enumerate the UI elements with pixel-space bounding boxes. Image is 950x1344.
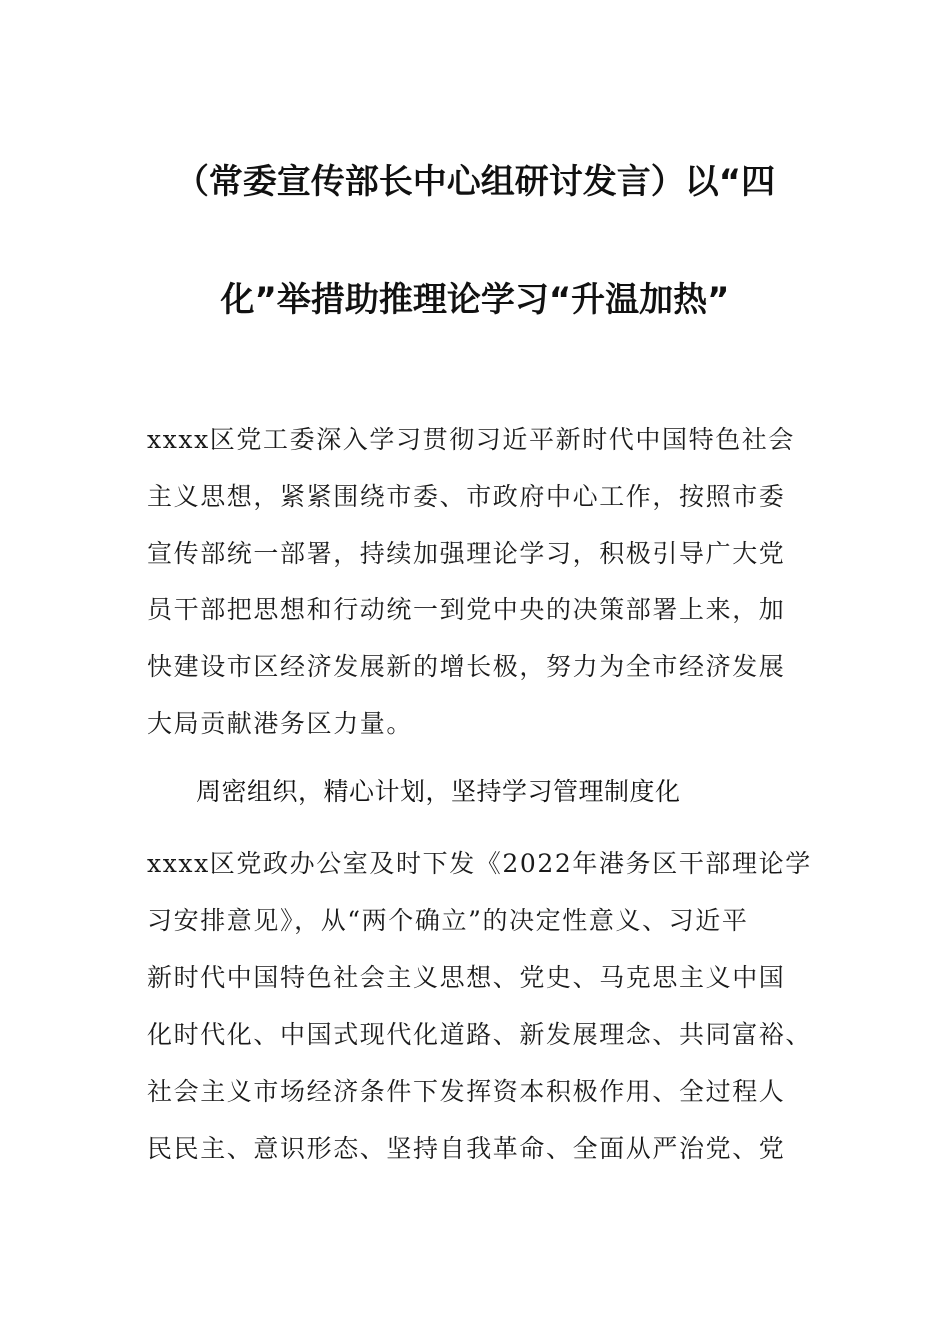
paragraph-2-line-6: 民民主、意识形态、坚持自我革命、全面从严治党、党 [147,1134,786,1163]
paragraph-1-line-6: 大局贡献港务区力量。 [147,709,414,738]
paragraph-1-line-3: 宣传部统一部署，持续加强理论学习，积极引导广大党 [147,539,786,568]
document-title-line-2: 化”举措助推理论学习“升温加热” [220,280,730,320]
paragraph-1-line-4: 员干部把思想和行动统一到党中央的决策部署上来，加 [147,595,786,624]
paragraph-1-line-2: 主义思想，紧紧围绕市委、市政府中心工作，按照市委 [147,482,786,511]
document-title-line-1: （常委宣传部长中心组研讨发言）以“四 [174,162,776,202]
section-heading: 周密组织，精心计划，坚持学习管理制度化 [196,777,681,806]
paragraph-1-line-5: 快建设市区经济发展新的增长极，努力为全市经济发展 [147,652,786,681]
paragraph-2-line-5: 社会主义市场经济条件下发挥资本积极作用、全过程人 [147,1077,786,1106]
paragraph-2-line-4: 化时代化、中国式现代化道路、新发展理念、共同富裕、 [147,1020,813,1049]
paragraph-2-line-1: xxxx区党政办公室及时下发《2022年港务区干部理论学 [147,849,812,878]
paragraph-2-line-2: 习安排意见》，从“两个确立”的决定性意义、习近平 [147,906,749,935]
paragraph-2-line-3: 新时代中国特色社会主义思想、党史、马克思主义中国 [147,963,786,992]
paragraph-1-line-1: xxxx区党工委深入学习贯彻习近平新时代中国特色社会 [147,425,795,454]
